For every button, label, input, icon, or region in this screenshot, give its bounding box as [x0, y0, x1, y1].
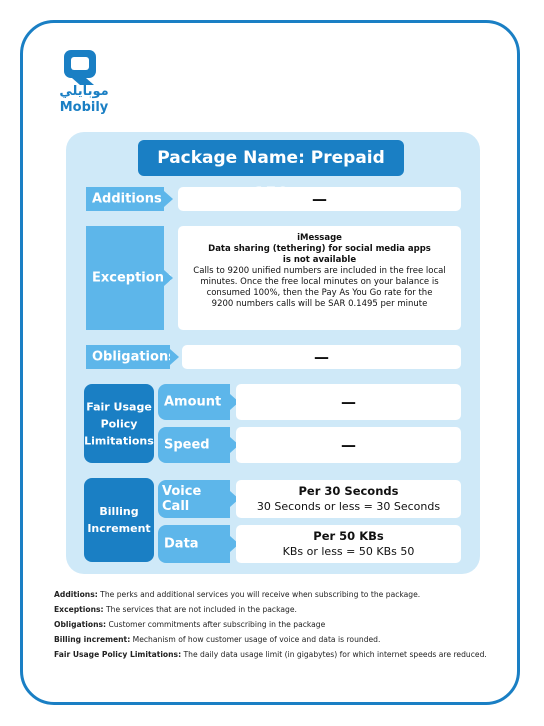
exceptions-line-7: 9200 numbers calls will be SAR 0.1495 per minute	[211, 299, 428, 309]
exceptions-line-2: Data sharing (tethering) for social media apps	[208, 244, 431, 254]
fair-usage-line-2: Policy	[100, 417, 138, 430]
data-detail: KBs or less = 50 KBs 50	[282, 545, 415, 558]
fair-usage-group-label	[84, 384, 154, 463]
data-label: Data	[158, 525, 230, 563]
data-title: Per 50 KBs	[313, 529, 384, 543]
obligations-label: Obligations	[86, 345, 170, 369]
exceptions-label: Exceptions	[86, 226, 164, 330]
logo-english-text: Mobily	[59, 100, 109, 115]
definition-obligations: Obligations: Customer commitments after subscribing in the package	[54, 620, 326, 629]
logo-arabic-text: موبايلي	[59, 84, 109, 99]
definition-fair-usage: Fair Usage Policy Limitations: The daily data usage limit (in gigabytes) for which internet speeds are reduced.	[54, 650, 487, 659]
voice-call-label: Voice Call	[158, 480, 230, 518]
data-value	[236, 525, 461, 563]
obligations-value: —	[182, 345, 461, 369]
package-title: Package Name: Prepaid	[138, 140, 404, 176]
additions-label: Additions	[86, 187, 164, 211]
voice-call-detail: 30 Seconds or less = 30 Seconds	[256, 500, 441, 513]
fair-usage-line-3: Limitations	[84, 434, 154, 447]
definition-additions: Additions: The perks and additional services you will receive when subscribing to the package.	[54, 590, 421, 599]
exceptions-line-4: Calls to 9200 unified numbers are included in the free local	[193, 266, 446, 276]
exceptions-line-6: consumed 100%, then the Pay As You Go rate for the	[206, 288, 433, 298]
definitions-list	[54, 590, 494, 665]
voice-call-title: Per 30 Seconds	[298, 484, 399, 498]
amount-value: —	[236, 384, 461, 420]
billing-group-label	[84, 478, 154, 562]
billing-line-1: Billing	[99, 505, 139, 518]
billing-line-2: Increment	[87, 522, 151, 535]
voice-call-value	[236, 480, 461, 518]
mobily-logo	[52, 48, 116, 118]
definition-exceptions: Exceptions: The services that are not included in the package.	[54, 605, 297, 614]
exceptions-value	[178, 226, 461, 330]
amount-label: Amount	[158, 384, 230, 420]
exceptions-line-1: iMessage	[297, 233, 342, 243]
mobily-mark-icon	[60, 48, 100, 86]
fair-usage-line-1: Fair Usage	[86, 400, 152, 413]
definition-billing-increment: Billing increment: Mechanism of how customer usage of voice and data is rounded.	[54, 635, 381, 644]
speed-value: —	[236, 427, 461, 463]
exceptions-line-5: minutes. Once the free local minutes on your balance is	[200, 277, 439, 287]
additions-value: —	[178, 187, 461, 211]
speed-label: Speed	[158, 427, 230, 463]
exceptions-line-3: is not available	[282, 255, 357, 265]
